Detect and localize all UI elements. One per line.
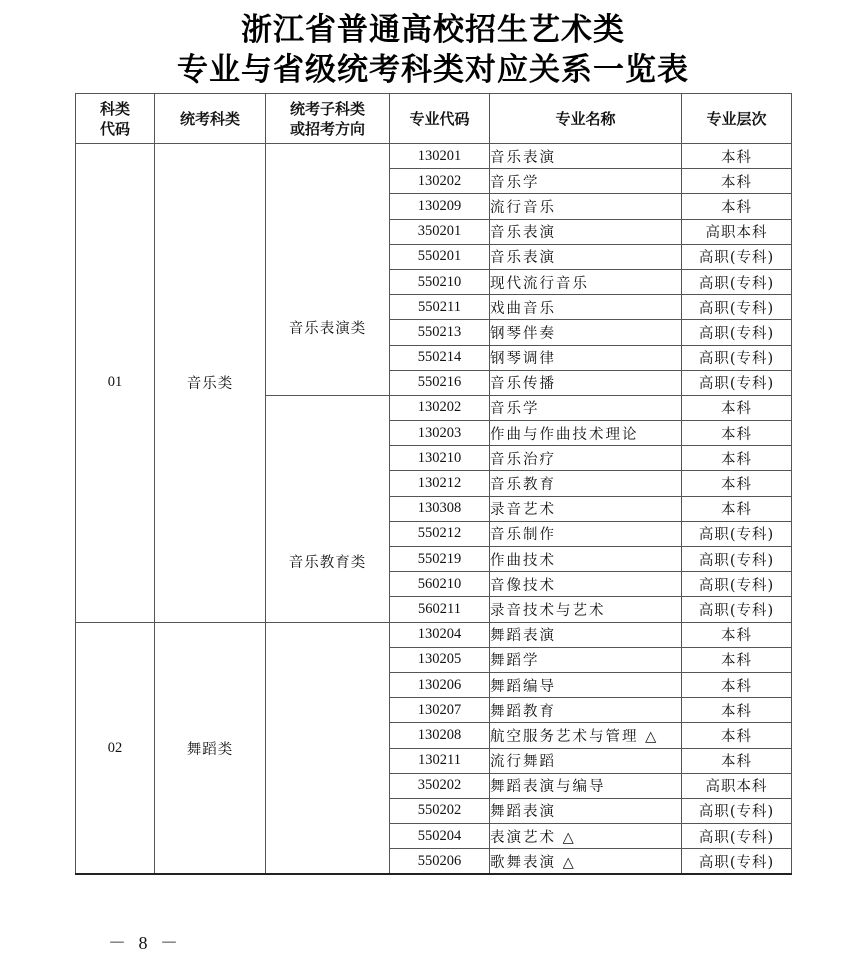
major-code-cell: 130210 xyxy=(390,446,490,471)
table-header-row xyxy=(76,94,792,144)
major-code-cell: 550212 xyxy=(390,521,490,546)
major-code-cell: 130201 xyxy=(390,144,490,169)
major-code-cell: 130207 xyxy=(390,698,490,723)
major-name-cell: 录音艺术 xyxy=(490,496,682,521)
major-name-cell: 现代流行音乐 xyxy=(490,269,682,294)
header-major-code: 专业代码 xyxy=(390,94,490,144)
major-code-cell: 130308 xyxy=(390,496,490,521)
major-level-cell: 高职本科 xyxy=(682,219,792,244)
major-level-cell: 高职(专科) xyxy=(682,572,792,597)
major-code-cell: 350201 xyxy=(390,219,490,244)
major-code-cell: 550213 xyxy=(390,320,490,345)
major-code-cell: 550214 xyxy=(390,345,490,370)
header-sub-category-line-1: 统考子科类 xyxy=(289,99,365,118)
major-code-cell: 550210 xyxy=(390,269,490,294)
major-name-cell: 舞蹈表演 xyxy=(490,798,682,823)
table-row xyxy=(76,622,792,647)
major-level-cell: 本科 xyxy=(682,622,792,647)
page-number: － 8 － xyxy=(108,933,182,953)
major-name-cell: 舞蹈表演 xyxy=(490,622,682,647)
header-major-name: 专业名称 xyxy=(490,94,682,144)
major-level-cell: 高职(专科) xyxy=(682,597,792,622)
major-level-cell: 高职(专科) xyxy=(682,269,792,294)
major-level-cell: 高职(专科) xyxy=(682,320,792,345)
major-name-cell: 舞蹈表演与编导 xyxy=(490,773,682,798)
major-level-cell: 高职(专科) xyxy=(682,244,792,269)
major-name-cell: 航空服务艺术与管理 △ xyxy=(490,723,682,748)
sub-category-cell xyxy=(266,395,390,622)
header-sub-category-line-2: 或招考方向 xyxy=(289,119,365,138)
major-code-cell: 130208 xyxy=(390,723,490,748)
major-level-cell: 高职(专科) xyxy=(682,798,792,823)
major-code-cell: 130202 xyxy=(390,395,490,420)
major-code-cell: 560211 xyxy=(390,597,490,622)
major-name-cell: 音乐表演 xyxy=(490,144,682,169)
major-level-cell: 高职(专科) xyxy=(682,547,792,572)
major-level-cell: 本科 xyxy=(682,194,792,219)
table-row xyxy=(76,144,792,169)
major-code-cell: 130206 xyxy=(390,672,490,697)
major-level-cell: 本科 xyxy=(682,395,792,420)
major-name-cell: 舞蹈学 xyxy=(490,647,682,672)
major-name-cell: 音乐教育 xyxy=(490,471,682,496)
category-code-cell: 02 xyxy=(76,622,155,874)
category-code-cell: 01 xyxy=(76,144,155,623)
major-code-cell: 350202 xyxy=(390,773,490,798)
major-name-cell: 音乐学 xyxy=(490,169,682,194)
major-name-cell: 舞蹈编导 xyxy=(490,672,682,697)
exam-category-cell: 音乐类 xyxy=(155,144,266,623)
major-code-cell: 560210 xyxy=(390,572,490,597)
major-code-cell: 550201 xyxy=(390,244,490,269)
major-level-cell: 本科 xyxy=(682,169,792,194)
major-code-cell: 130209 xyxy=(390,194,490,219)
art-major-mapping-table xyxy=(75,93,792,875)
major-code-cell: 130205 xyxy=(390,647,490,672)
major-level-cell: 本科 xyxy=(682,496,792,521)
major-name-cell: 钢琴伴奏 xyxy=(490,320,682,345)
major-code-cell: 550206 xyxy=(390,849,490,875)
major-level-cell: 本科 xyxy=(682,446,792,471)
major-code-cell: 550204 xyxy=(390,824,490,849)
major-name-cell: 音乐制作 xyxy=(490,521,682,546)
major-code-cell: 130203 xyxy=(390,421,490,446)
exam-category-cell: 舞蹈类 xyxy=(155,622,266,874)
major-level-cell: 高职(专科) xyxy=(682,521,792,546)
major-code-cell: 130202 xyxy=(390,169,490,194)
sub-category-cell xyxy=(266,144,390,396)
header-major-level: 专业层次 xyxy=(682,94,792,144)
major-name-cell: 舞蹈教育 xyxy=(490,698,682,723)
major-name-cell: 音乐学 xyxy=(490,395,682,420)
major-name-cell: 钢琴调律 xyxy=(490,345,682,370)
major-name-cell: 音乐传播 xyxy=(490,370,682,395)
major-level-cell: 高职(专科) xyxy=(682,849,792,875)
major-level-cell: 本科 xyxy=(682,748,792,773)
major-code-cell: 550219 xyxy=(390,547,490,572)
major-level-cell: 高职(专科) xyxy=(682,824,792,849)
sub-category-label: 音乐表演类 xyxy=(288,321,367,338)
major-level-cell: 高职(专科) xyxy=(682,345,792,370)
major-name-cell: 作曲技术 xyxy=(490,547,682,572)
major-level-cell: 本科 xyxy=(682,698,792,723)
major-code-cell: 550216 xyxy=(390,370,490,395)
major-name-cell: 戏曲音乐 xyxy=(490,295,682,320)
header-category-code xyxy=(76,94,155,144)
header-category-code-line-1: 科类 xyxy=(99,99,130,118)
major-code-cell: 550202 xyxy=(390,798,490,823)
major-code-cell: 130204 xyxy=(390,622,490,647)
sub-category-cell xyxy=(266,622,390,874)
major-level-cell: 本科 xyxy=(682,421,792,446)
document-title-line-1: 浙江省普通高校招生艺术类 xyxy=(241,12,625,48)
major-name-cell: 表演艺术 △ xyxy=(490,824,682,849)
major-name-cell: 作曲与作曲技术理论 xyxy=(490,421,682,446)
major-name-cell: 流行舞蹈 xyxy=(490,748,682,773)
major-level-cell: 本科 xyxy=(682,144,792,169)
major-name-cell: 歌舞表演 △ xyxy=(490,849,682,875)
major-level-cell: 高职(专科) xyxy=(682,295,792,320)
table-body xyxy=(76,144,792,875)
sub-category-label: 音乐教育类 xyxy=(288,554,367,571)
major-level-cell: 高职(专科) xyxy=(682,370,792,395)
major-level-cell: 本科 xyxy=(682,672,792,697)
document-title-line-2: 专业与省级统考科类对应关系一览表 xyxy=(177,52,689,88)
major-name-cell: 音乐表演 xyxy=(490,219,682,244)
major-level-cell: 本科 xyxy=(682,723,792,748)
major-level-cell: 本科 xyxy=(682,647,792,672)
major-code-cell: 550211 xyxy=(390,295,490,320)
major-name-cell: 音像技术 xyxy=(490,572,682,597)
header-category-code-line-2: 代码 xyxy=(99,119,130,138)
major-code-cell: 130211 xyxy=(390,748,490,773)
major-name-cell: 录音技术与艺术 xyxy=(490,597,682,622)
major-name-cell: 音乐表演 xyxy=(490,244,682,269)
header-exam-category: 统考科类 xyxy=(155,94,266,144)
major-code-cell: 130212 xyxy=(390,471,490,496)
major-name-cell: 流行音乐 xyxy=(490,194,682,219)
header-sub-category xyxy=(266,94,390,144)
major-level-cell: 高职本科 xyxy=(682,773,792,798)
major-level-cell: 本科 xyxy=(682,471,792,496)
major-name-cell: 音乐治疗 xyxy=(490,446,682,471)
